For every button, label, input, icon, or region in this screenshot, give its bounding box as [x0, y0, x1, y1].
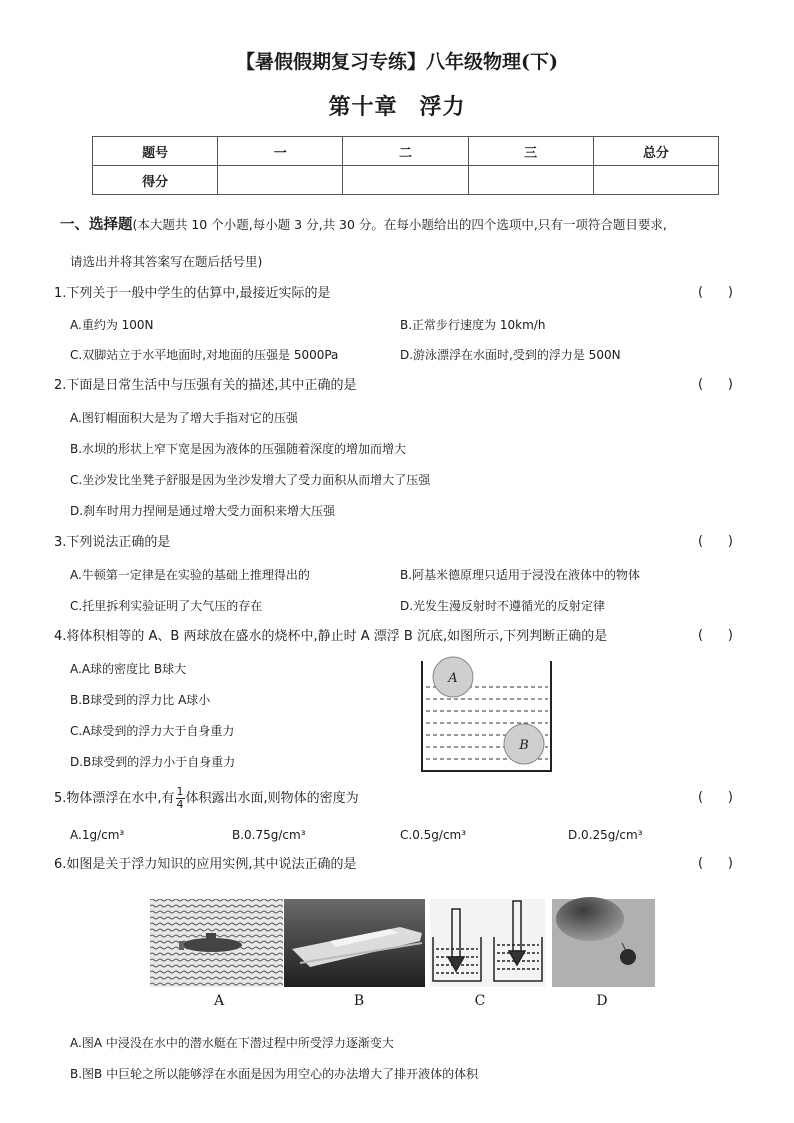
document-title: 【暑假假期复习专练】八年级物理(下) [236, 51, 558, 73]
score-cell: 二 [343, 137, 468, 166]
panel-a-submarine [150, 899, 283, 987]
option-d: D.刹车时用力捏闸是通过增大受力面积来增大压强 [70, 504, 336, 518]
section-note-continued: 请选出并将其答案写在题后括号里) [70, 254, 263, 269]
beaker-figure [420, 655, 555, 775]
score-table-header-row [93, 137, 719, 166]
section-title: 一、选择题 [60, 217, 133, 233]
score-cell [343, 166, 468, 195]
option-c: C.坐沙发比坐凳子舒服是因为坐沙发增大了受力面积从而增大了压强 [70, 473, 431, 487]
question-stem-pre: 5.物体漂浮在水中,有 [54, 791, 175, 806]
option-b: B.正常步行速度为 10km/h [400, 318, 546, 332]
figure-label-d: D [596, 993, 608, 1009]
option-a: A.A球的密度比 B球大 [70, 662, 187, 676]
option-c: C.双脚站立于水平地面时,对地面的压强是 5000Pa [70, 348, 339, 362]
question-stem-post: 体积露出水面,则物体的密度为 [185, 791, 359, 806]
buoyancy-examples-figure [150, 897, 655, 989]
ball-a-label: A [448, 671, 458, 686]
answer-bracket: ( ) [698, 790, 733, 805]
section-note: (本大题共 10 个小题,每小题 3 分,共 30 分。在每小题给出的四个选项中,只有一项符合题目要求, [132, 217, 667, 232]
chapter-number: 第十章 [328, 94, 398, 120]
option-a: A.1g/cm³ [70, 828, 125, 842]
fraction [176, 786, 185, 811]
chapter-topic: 浮力 [419, 94, 466, 120]
panel-c-hydrometers [430, 899, 545, 987]
score-cell: 总分 [593, 137, 718, 166]
question-stem: 4.将体积相等的 A、B 两球放在盛水的烧杯中,静止时 A 漂浮 B 沉底,如图所示,下列判断正确的是 [54, 629, 608, 644]
fraction-numerator: 1 [176, 785, 184, 798]
question-stem: 3.下列说法正确的是 [54, 535, 171, 550]
answer-bracket: ( ) [698, 534, 733, 549]
chapter-title [0, 90, 794, 121]
option-c: C.0.5g/cm³ [400, 828, 467, 842]
option-c: C.A球受到的浮力大于自身重力 [70, 724, 235, 738]
answer-bracket: ( ) [698, 856, 733, 871]
figure-label-c: C [474, 993, 486, 1009]
option-a: A.图钉帽面积大是为了增大手指对它的压强 [70, 411, 298, 425]
figure-label-b: B [353, 993, 365, 1009]
score-table-row [93, 166, 719, 195]
option-d: D.光发生漫反射时不遵循光的反射定律 [400, 599, 606, 613]
question-stem: 6.如图是关于浮力知识的应用实例,其中说法正确的是 [54, 857, 357, 872]
option-d: D.游泳漂浮在水面时,受到的浮力是 500N [400, 348, 621, 362]
panel-d-balloon [552, 897, 655, 987]
score-cell [218, 166, 343, 195]
option-b: B.水坝的形状上窄下宽是因为液体的压强随着深度的增加而增大 [70, 442, 407, 456]
ball-b-label: B [519, 738, 529, 753]
option-a: A.牛顿第一定律是在实验的基础上推理得出的 [70, 568, 310, 582]
score-cell: 得分 [93, 166, 218, 195]
question-stem: 1.下列关于一般中学生的估算中,最接近实际的是 [54, 286, 331, 301]
option-a: A.重约为 100N [70, 318, 154, 332]
score-cell [468, 166, 593, 195]
option-b: B.B球受到的浮力比 A球小 [70, 693, 211, 707]
answer-bracket: ( ) [698, 377, 733, 392]
question-stem [54, 786, 359, 811]
option-b: B.阿基米德原理只适用于浸没在液体中的物体 [400, 568, 641, 582]
option-d: D.B球受到的浮力小于自身重力 [70, 755, 236, 769]
score-table [92, 136, 719, 195]
answer-bracket: ( ) [698, 628, 733, 643]
fraction-denominator: 4 [176, 798, 184, 811]
option-c: C.托里拆利实验证明了大气压的存在 [70, 599, 263, 613]
figure-label-a: A [213, 993, 225, 1009]
score-cell: 三 [468, 137, 593, 166]
panel-b-ship [284, 899, 425, 987]
option-b: B.0.75g/cm³ [232, 828, 306, 842]
option-d: D.0.25g/cm³ [568, 828, 643, 842]
score-cell: 一 [218, 137, 343, 166]
score-cell [593, 166, 718, 195]
score-cell: 题号 [93, 137, 218, 166]
section-heading [60, 216, 667, 235]
question-stem: 2.下面是日常生活中与压强有关的描述,其中正确的是 [54, 378, 357, 393]
answer-bracket: ( ) [698, 285, 733, 300]
option-b: B.图B 中巨轮之所以能够浮在水面是因为用空心的办法增大了排开液体的体积 [70, 1067, 479, 1081]
option-a: A.图A 中浸没在水中的潜水艇在下潜过程中所受浮力逐渐变大 [70, 1036, 394, 1050]
